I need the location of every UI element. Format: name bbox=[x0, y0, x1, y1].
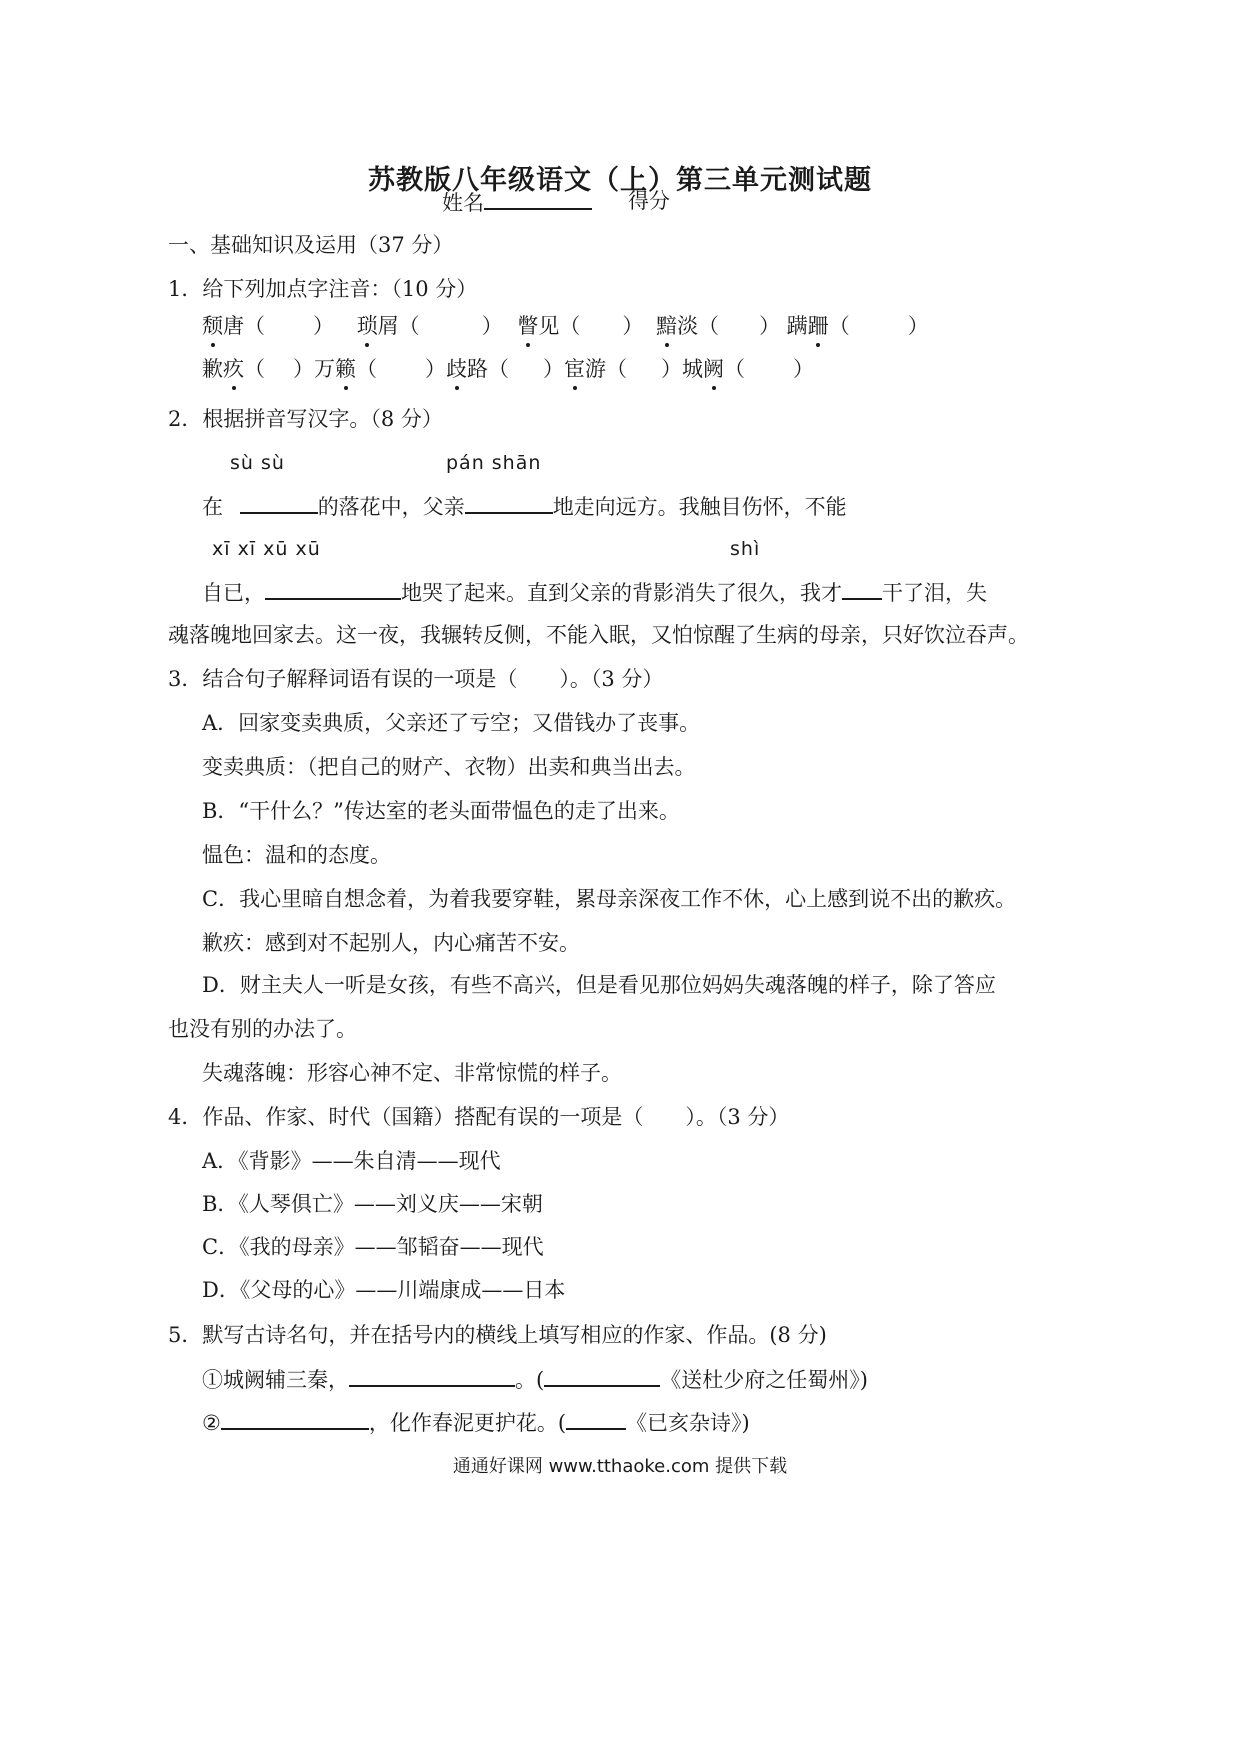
dotted-char: 宦 bbox=[564, 354, 585, 384]
question-2-prompt: 2．根据拼音写汉字。（8 分） bbox=[168, 407, 443, 431]
dotted-char: 颓 bbox=[202, 311, 223, 341]
question-5-line-1 bbox=[202, 1363, 868, 1395]
text-segment: ② bbox=[202, 1411, 221, 1435]
option-b-explanation: 愠色：温和的态度。 bbox=[202, 843, 391, 867]
question-1-row-2: 歉疚（ ）万籁（ ）歧路（ ）宦游（ ）城阙（ ） bbox=[202, 354, 814, 384]
text-segment: 在 bbox=[202, 495, 223, 519]
poem-blank[interactable] bbox=[349, 1363, 515, 1387]
blank-susu[interactable] bbox=[240, 490, 318, 514]
pinyin-susu: sù sù bbox=[230, 452, 285, 474]
footer[interactable]: 通通好课网 www.tthaoke.com 提供下载 bbox=[452, 1456, 788, 1477]
option-a-explanation: 变卖典质：（把自己的财产、衣物）出卖和典当出去。 bbox=[202, 755, 696, 779]
question-5-prompt: 5．默写古诗名句，并在括号内的横线上填写相应的作家、作品。(8 分) bbox=[168, 1323, 827, 1347]
dotted-char: 阙 bbox=[703, 354, 724, 384]
dotted-char: 歧 bbox=[446, 354, 467, 384]
option-c: C．我心里暗自想念着，为着我要穿鞋，累母亲深夜工作不休，心上感到说不出的歉疚。 bbox=[202, 887, 1017, 911]
text-segment: 的落花中，父亲 bbox=[317, 495, 465, 519]
text-segment: 自已， bbox=[202, 581, 265, 605]
question-3-prompt: 3．结合句子解释词语有误的一项是（ ）。（3 分） bbox=[168, 667, 664, 691]
text-segment: 《已亥杂诗》) bbox=[626, 1411, 750, 1435]
question-5-line-2 bbox=[202, 1406, 750, 1438]
name-label: 姓名 bbox=[442, 191, 484, 215]
page-title: 苏教版八年级语文（上）第三单元测试题 bbox=[368, 165, 872, 196]
text-segment: 地哭了起来。直到父亲的背影消失了很久，我才 bbox=[401, 581, 842, 605]
name-field bbox=[442, 186, 592, 218]
option-a: A．回家变卖典质，父亲还了亏空；又借钱办了丧事。 bbox=[202, 711, 701, 735]
option-c-explanation: 歉疚：感到对不起别人，内心痛苦不安。 bbox=[202, 931, 580, 955]
score-label: 得分 bbox=[628, 189, 670, 213]
author-blank[interactable] bbox=[566, 1406, 626, 1430]
question-2-line-1 bbox=[202, 490, 847, 522]
question-1-prompt: 1．给下列加点字注音：（10 分） bbox=[168, 277, 478, 301]
section-heading: 一、基础知识及运用（37 分） bbox=[168, 233, 454, 257]
text-segment: ，化作春泥更护花。( bbox=[368, 1411, 567, 1435]
text-segment: 干了泪，失 bbox=[882, 581, 987, 605]
option-c: C．《我的母亲》——邹韬奋——现代 bbox=[202, 1235, 544, 1259]
option-b: B．“干什么？”传达室的老头面带愠色的走了出来。 bbox=[202, 799, 680, 823]
option-b: B．《人琴俱亡》——刘义庆——宋朝 bbox=[202, 1192, 543, 1216]
dotted-char: 琐 bbox=[357, 311, 378, 341]
question-2-line-2 bbox=[202, 576, 987, 608]
blank-xixixuxu[interactable] bbox=[265, 576, 401, 600]
text-segment: 地走向远方。我触目伤怀，不能 bbox=[552, 495, 847, 519]
pinyin-shi: shì bbox=[730, 538, 761, 560]
option-d-continued: 也没有别的办法了。 bbox=[168, 1017, 357, 1041]
author-blank[interactable] bbox=[544, 1363, 660, 1387]
text-segment: 《送杜少府之任蜀州》) bbox=[660, 1368, 868, 1392]
poem-blank[interactable] bbox=[221, 1406, 369, 1430]
dotted-char: 跚 bbox=[808, 311, 829, 341]
dotted-char: 籁 bbox=[335, 354, 356, 384]
blank-shi[interactable] bbox=[842, 576, 882, 600]
question-4-prompt: 4．作品、作家、时代（国籍）搭配有误的一项是（ ）。（3 分） bbox=[168, 1105, 790, 1129]
pinyin-panshan: pán shān bbox=[446, 452, 542, 474]
option-d: D．财主夫人一听是女孩，有些不高兴，但是看见那位妈妈失魂落魄的样子，除了答应 bbox=[202, 973, 996, 997]
text-segment: ①城阙辅三秦， bbox=[202, 1368, 349, 1392]
question-2-line-3: 魂落魄地回家去。这一夜，我辗转反侧，不能入眠，又怕惊醒了生病的母亲，只好饮泣吞声。 bbox=[168, 623, 1029, 647]
dotted-char: 疚 bbox=[223, 354, 244, 384]
option-a: A．《背影》——朱自清——现代 bbox=[202, 1149, 501, 1173]
pinyin-xixixuxu: xī xī xū xū bbox=[212, 538, 321, 560]
dotted-char: 黯 bbox=[656, 311, 677, 341]
option-d: D．《父母的心》——川端康成——日本 bbox=[202, 1278, 566, 1302]
question-1-row-1: 颓唐（ ） 琐屑（ ） 瞥见（ ） 黯淡（ ） 蹒跚（ ） bbox=[202, 311, 929, 341]
option-d-explanation: 失魂落魄：形容心神不定、非常惊慌的样子。 bbox=[202, 1061, 622, 1085]
name-blank[interactable] bbox=[484, 186, 592, 210]
dotted-char: 瞥 bbox=[517, 311, 538, 341]
blank-panshan[interactable] bbox=[465, 490, 553, 514]
text-segment: 。( bbox=[515, 1368, 545, 1392]
